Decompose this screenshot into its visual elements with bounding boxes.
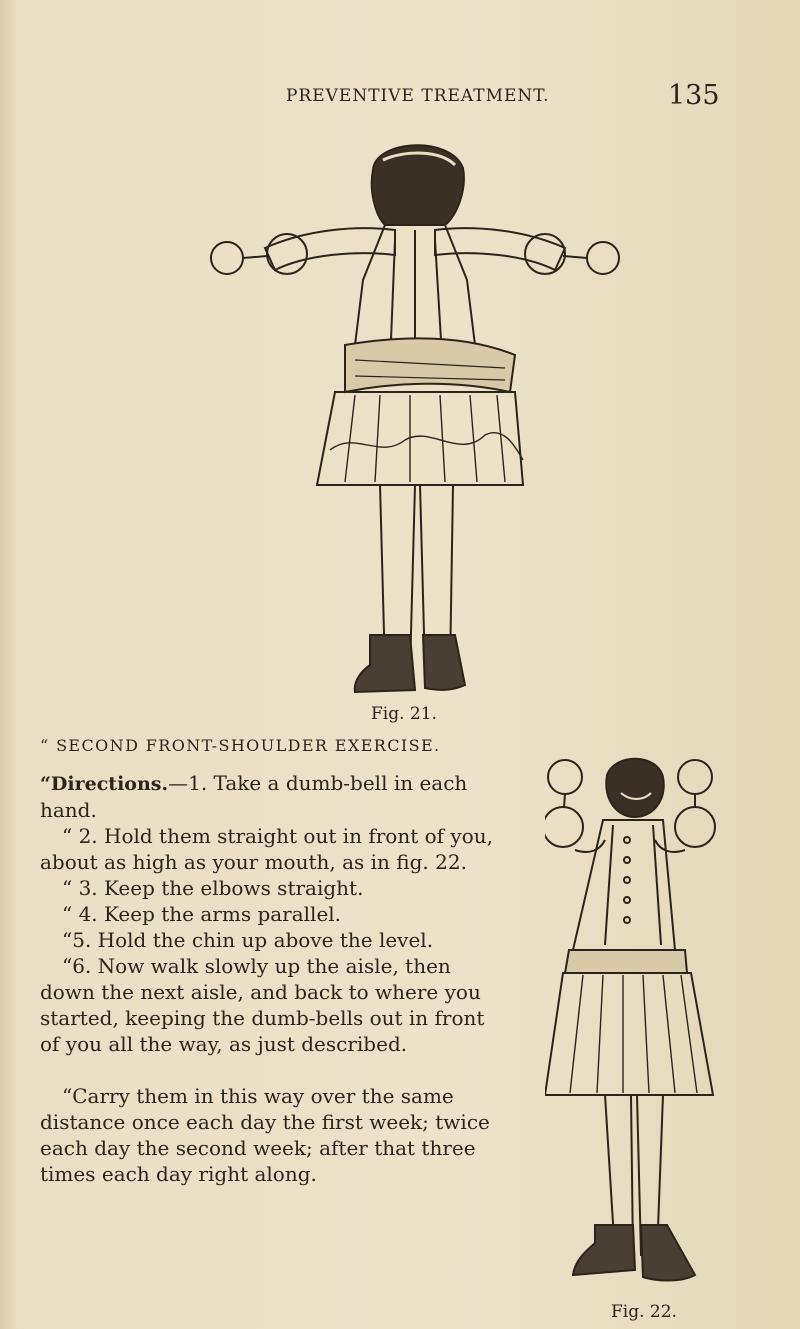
directions-paragraph bbox=[40, 770, 502, 823]
sash bbox=[565, 950, 687, 973]
closing-paragraph: “Carry them in this way over the same distance once each day the first week; twice each day the second week; after that three times each day right along. bbox=[40, 1084, 490, 1186]
step-2: “ 2. Hold them straight out in front of you, about as high as your mouth, as in fig. 22. bbox=[40, 824, 494, 874]
head bbox=[606, 759, 663, 817]
sash bbox=[345, 338, 515, 392]
figure-22-illustration bbox=[545, 755, 717, 1303]
directions-label: “Directions. bbox=[40, 773, 169, 795]
step-1: —1. Take a dumb-bell in each hand. bbox=[40, 771, 468, 822]
boots bbox=[355, 635, 415, 692]
step-4: “ 4. Keep the arms parallel. bbox=[62, 902, 342, 926]
right-dumbbell-ball bbox=[587, 242, 619, 274]
skirt bbox=[317, 392, 523, 485]
left-dumbbell-ball bbox=[211, 242, 243, 274]
step-6: “6. Now walk slowly up the aisle, then down the next aisle, and back to where you started, keeping the dumb-bells out in front of you all the way, as just described. bbox=[40, 954, 485, 1056]
page-number: 135 bbox=[668, 80, 720, 111]
running-head: PREVENTIVE TREATMENT. bbox=[286, 86, 550, 106]
section-heading: “ SECOND FRONT-SHOULDER EXERCISE. bbox=[40, 736, 441, 755]
right-dumbbell-top bbox=[678, 760, 712, 794]
step-3: “ 3. Keep the elbows straight. bbox=[62, 876, 364, 900]
boots bbox=[573, 1225, 635, 1275]
left-dumbbell-top bbox=[548, 760, 582, 794]
figure-21-caption: Fig. 21. bbox=[371, 704, 437, 724]
figure-21-illustration bbox=[205, 130, 625, 705]
head-hair bbox=[372, 145, 464, 225]
skirt bbox=[545, 973, 713, 1095]
figure-22-caption: Fig. 22. bbox=[611, 1302, 677, 1322]
step-5: “5. Hold the chin up above the level. bbox=[62, 928, 434, 952]
body-text bbox=[40, 770, 502, 1187]
